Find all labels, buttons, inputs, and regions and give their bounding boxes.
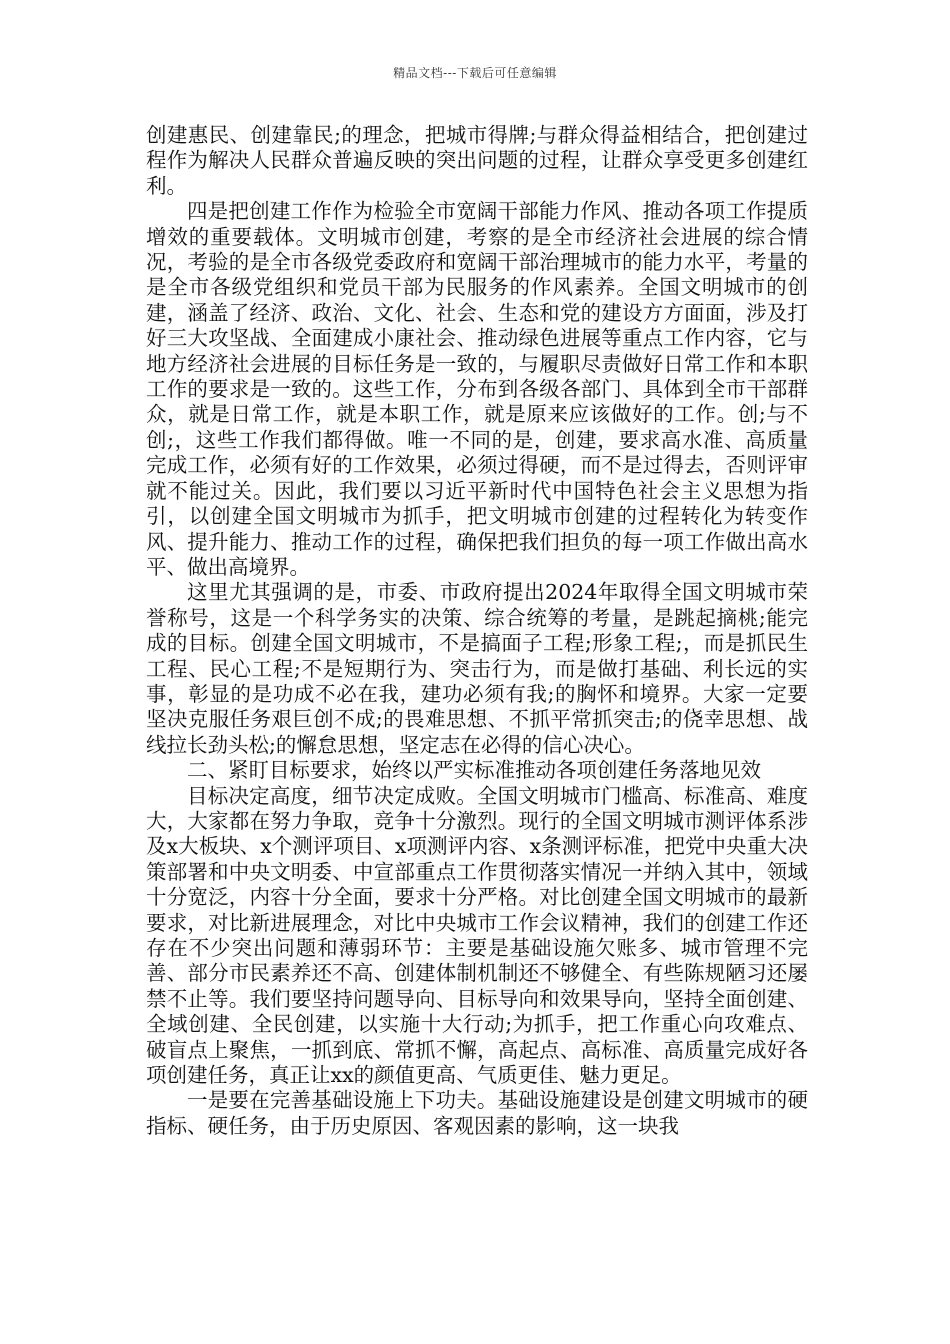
paragraph-5: 一是要在完善基础设施上下功夫。基础设施建设是创建文明城市的硬指标、硬任务，由于历史原因、客观因素的影响，这一块我 [146,1088,808,1138]
paragraph-4: 目标决定高度，细节决定成败。全国文明城市门槛高、标准高、难度大，大家都在努力争取，竞争十分激烈。现行的全国文明城市测评体系涉及x大板块、x个测评项目、x项测评内容、x条测评标准，把党中央重大决策部署和中央文明委、中宣部重点工作贯彻落实情况一并纳入其中，领域十分宽泛，内容十分全面，要求十分严格。对比创建全国文明城市的最新要求，对比新进展理念，对比中央城市工作会议精神，我们的创建工作还存在不少突出问题和薄弱环节：主要是基础设施欠账多、城市管理不完善、部分市民素养还不高、创建体制机制还不够健全、有些陈规陋习还屡禁不止等。我们要坚持问题导向、目标导向和效果导向，坚持全面创建、全域创建、全民创建，以实施十大行动;为抓手，把工作重心向攻难点、破盲点上聚焦，一抓到底、常抓不懈，高起点、高标准、高质量完成好各项创建任务，真正让xx的颜值更高、气质更佳、魅力更足。 [146,783,808,1088]
page-header: 精品文档---下载后可任意编辑 [393,66,557,80]
document-body [146,123,808,1139]
paragraph-1: 创建惠民、创建靠民;的理念，把城市得牌;与群众得益相结合，把创建过程作为解决人民群众普遍反映的突出问题的过程，让群众享受更多创建红利。 [146,123,808,198]
section-heading-2: 二、紧盯目标要求，始终以严实标准推动各项创建任务落地见效 [187,758,761,783]
paragraph-3: 这里尤其强调的是，市委、市政府提出2024年取得全国文明城市荣誉称号，这是一个科学务实的决策、综合统筹的考量，是跳起摘桃;能完成的目标。创建全国文明城市，不是搞面子工程;形象工程;，而是抓民生工程、民心工程;不是短期行为、突击行为，而是做打基础、利长远的实事，彰显的是功成不必在我，建功必须有我;的胸怀和境界。大家一定要坚决克服任务艰巨创不成;的畏难思想、不抓平常抓突击;的侥幸思想、战线拉长劲头松;的懈怠思想，坚定志在必得的信心决心。 [146,580,808,757]
paragraph-2: 四是把创建工作作为检验全市宽阔干部能力作风、推动各项工作提质增效的重要载体。文明城市创建，考察的是全市经济社会进展的综合情况，考验的是全市各级党委政府和宽阔干部治理城市的能力水平，考量的是全市各级党组织和党员干部为民服务的作风素养。全国文明城市的创建，涵盖了经济、政治、文化、社会、生态和党的建设方方面面，涉及打好三大攻坚战、全面建成小康社会、推动绿色进展等重点工作内容，它与地方经济社会进展的目标任务是一致的，与履职尽责做好日常工作和本职工作的要求是一致的。这些工作，分布到各级各部门、具体到全市干部群众，就是日常工作，就是本职工作，就是原来应该做好的工作。创;与不创;，这些工作我们都得做。唯一不同的是，创建，要求高水准、高质量完成工作，必须有好的工作效果，必须过得硬，而不是过得去，否则评审就不能过关。因此，我们要以习近平新时代中国特色社会主义思想为指引，以创建全国文明城市为抓手，把文明城市创建的过程转化为转变作风、提升能力、推动工作的过程，确保把我们担负的每一项工作做出高水平、做出高境界。 [146,199,808,579]
